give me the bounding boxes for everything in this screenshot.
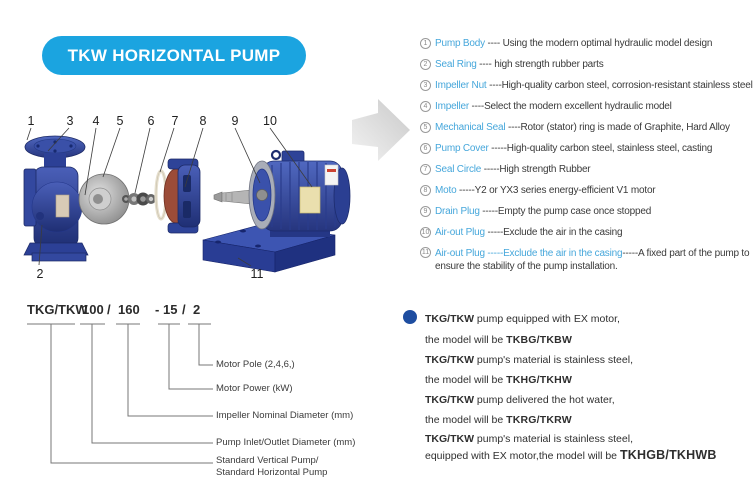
variant-line: the model will be TKBG/TKBW	[425, 334, 573, 346]
label-motor-power: Motor Power (kW)	[216, 383, 293, 394]
code-pole: 2	[193, 302, 201, 317]
code-inlet: 100	[82, 302, 104, 317]
code-connector-lines	[27, 320, 227, 470]
part-description: ---- Using the modern optimal hydraulic model design	[484, 38, 713, 49]
callout-3: 3	[66, 114, 74, 128]
variant-line: TKG/TKW pump equipped with EX motor,	[425, 313, 620, 325]
parts-list-item	[420, 159, 756, 180]
title-banner	[42, 36, 306, 75]
model-code-breakdown	[27, 300, 419, 495]
callout-4: 4	[92, 114, 100, 128]
label-inlet-outlet: Pump Inlet/Outlet Diameter (mm)	[216, 437, 356, 448]
circled-number: 4	[420, 101, 431, 112]
parts-list-item	[420, 75, 756, 96]
parts-list-item	[420, 54, 756, 75]
motor-label-sticker	[325, 165, 338, 185]
callout-2: 2	[36, 267, 44, 281]
part-name: Impeller	[435, 101, 469, 112]
part-name: Pump Body	[435, 38, 485, 49]
parts-list	[420, 33, 756, 273]
drain-plug	[36, 212, 44, 220]
part-name: Mechanical Seal	[435, 122, 506, 133]
label-impeller-diameter: Impeller Nominal Diameter (mm)	[216, 410, 354, 421]
variant-line: TKG/TKW pump's material is stainless steel,	[425, 354, 633, 366]
circled-number: 6	[420, 143, 431, 154]
code-impeller: 160	[118, 302, 140, 317]
parts-list-item	[420, 243, 756, 273]
part-description: ----High-quality carbon steel, corrosion-resistant stainless steel	[486, 80, 753, 91]
arrow-right-icon	[352, 97, 414, 165]
impeller	[79, 174, 129, 224]
pump-body	[24, 136, 88, 261]
code-slash2: /	[182, 302, 186, 317]
part-name: Moto	[435, 185, 457, 196]
variant-notes	[401, 306, 754, 476]
part-description: -----High strength Rubber	[481, 164, 591, 175]
part-description: -----A fixed part of the pump to ensure the stability of the pump installation.	[435, 248, 752, 272]
label-motor-pole: Motor Pole (2,4,6,)	[216, 359, 295, 370]
label-standard-horizontal: Standard Horizontal Pump	[216, 467, 328, 478]
variant-line: equipped with EX motor,the model will be TKHGB/TKHWB	[425, 448, 717, 462]
parts-list-item	[420, 180, 756, 201]
part-description: ---- high strength rubber parts	[476, 59, 604, 70]
part-name: Air-out Plug	[435, 227, 485, 238]
circled-number: 1	[420, 38, 431, 49]
variant-line: the model will be TKRG/TKRW	[425, 414, 572, 426]
circled-number: 7	[420, 164, 431, 175]
variant-line: TKG/TKW pump's material is stainless steel,	[425, 433, 633, 445]
bullet-icon	[403, 310, 417, 324]
callout-5: 5	[116, 114, 124, 128]
variant-line: TKG/TKW pump delivered the hot water,	[425, 394, 615, 406]
part-name: Drain Plug	[435, 206, 480, 217]
parts-list-item	[420, 201, 756, 222]
circled-number: 8	[420, 185, 431, 196]
callout-9: 9	[231, 114, 239, 128]
circled-number: 11	[421, 249, 430, 256]
code-power: 15	[163, 302, 178, 317]
parts-list-item	[420, 138, 756, 159]
motor	[214, 151, 350, 237]
callout-8: 8	[199, 114, 207, 128]
motor-nameplate	[300, 187, 320, 213]
part-description: -----Exclude the air in the casing	[484, 227, 623, 238]
page-title: TKW HORIZONTAL PUMP	[67, 45, 281, 65]
callout-6: 6	[147, 114, 155, 128]
circled-number: 9	[420, 206, 431, 217]
circled-number: 3	[420, 80, 431, 91]
parts-list-item	[420, 33, 756, 54]
part-description: ----Select the modern excellent hydraulic model	[468, 101, 672, 112]
part-name: Seal Circle	[435, 164, 482, 175]
code-slash: /	[107, 302, 111, 317]
pump-cover	[164, 159, 200, 233]
label-standard-vertical: Standard Vertical Pump/	[216, 455, 319, 466]
part-name: Impeller Nut	[435, 80, 487, 91]
pump-label-sticker	[56, 195, 69, 217]
callout-11: 11	[250, 267, 264, 281]
part-description: -----Empty the pump case once stopped	[479, 206, 652, 217]
parts-list-item	[420, 117, 756, 138]
callout-1: 1	[27, 114, 35, 128]
callout-10: 10	[263, 114, 277, 128]
part-name: Seal Ring	[435, 59, 477, 70]
parts-list-item	[420, 222, 756, 243]
part-name: Air-out Plug -----Exclude the air in the casing	[435, 248, 623, 259]
part-name: Pump Cover	[435, 143, 489, 154]
circled-number: 5	[420, 122, 431, 133]
circled-number: 10	[421, 229, 430, 236]
part-description: -----High-quality carbon steel, stainless steel, casting	[488, 143, 713, 154]
part-description: -----Y2 or YX3 series energy-efficient V1 motor	[456, 185, 656, 196]
code-series: TKG/TKW	[27, 302, 88, 317]
variant-line: the model will be TKHG/TKHW	[425, 374, 573, 386]
part-description: ----Rotor (stator) ring is made of Graphite, Hard Alloy	[505, 122, 730, 133]
callout-7: 7	[171, 114, 179, 128]
parts-list-item	[420, 96, 756, 117]
code-dash: -	[155, 302, 160, 317]
circled-number: 2	[420, 59, 431, 70]
